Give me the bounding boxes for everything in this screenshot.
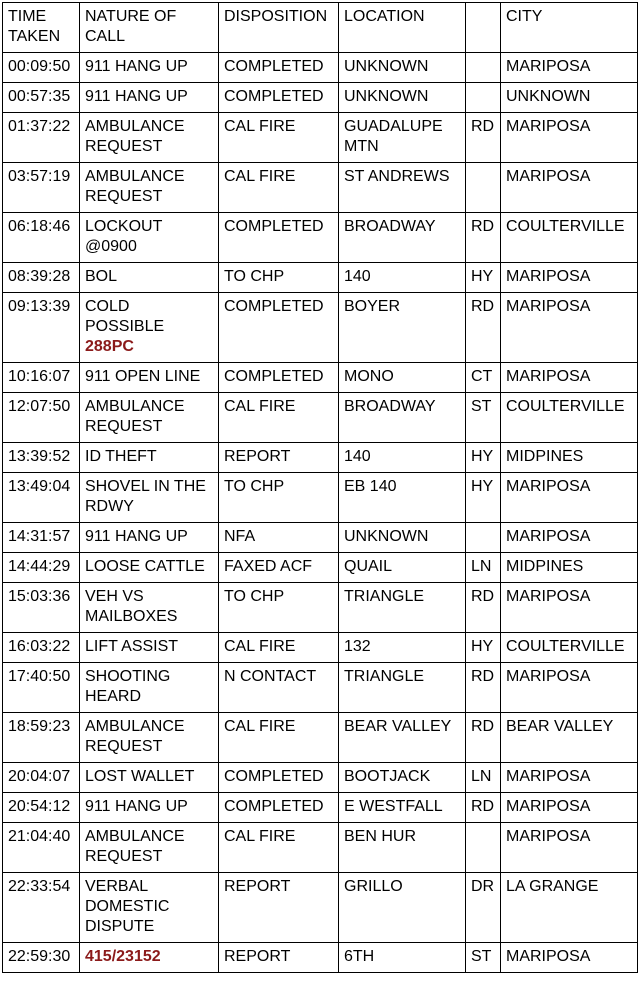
cell-city: MARIPOSA bbox=[501, 163, 638, 213]
nature-text: VEH VS MAILBOXES bbox=[85, 588, 178, 625]
cell-city: MARIPOSA bbox=[501, 113, 638, 163]
cell-city: MARIPOSA bbox=[501, 473, 638, 523]
table-row bbox=[3, 663, 638, 713]
cell-time: 06:18:46 bbox=[3, 213, 80, 263]
cell-type: ST bbox=[466, 393, 501, 443]
cell-nature bbox=[80, 393, 219, 443]
table-row bbox=[3, 443, 638, 473]
cell-type bbox=[466, 823, 501, 873]
table-row bbox=[3, 713, 638, 763]
table-row bbox=[3, 293, 638, 363]
cell-city: MARIPOSA bbox=[501, 523, 638, 553]
cell-disposition: REPORT bbox=[219, 873, 339, 943]
table-row bbox=[3, 583, 638, 633]
call-log-table bbox=[2, 2, 638, 973]
cell-type bbox=[466, 163, 501, 213]
cell-nature bbox=[80, 163, 219, 213]
cell-disposition: N CONTACT bbox=[219, 663, 339, 713]
table-row bbox=[3, 763, 638, 793]
cell-nature bbox=[80, 263, 219, 293]
penal-code: 288PC bbox=[85, 338, 134, 355]
table-row bbox=[3, 873, 638, 943]
nature-text: 911 OPEN LINE bbox=[85, 368, 201, 385]
cell-time: 13:39:52 bbox=[3, 443, 80, 473]
cell-disposition: COMPLETED bbox=[219, 793, 339, 823]
cell-nature bbox=[80, 293, 219, 363]
call-log-body bbox=[3, 3, 638, 973]
cell-disposition: TO CHP bbox=[219, 583, 339, 633]
cell-nature bbox=[80, 553, 219, 583]
cell-disposition: COMPLETED bbox=[219, 763, 339, 793]
nature-text: LOCKOUT @0900 bbox=[85, 218, 163, 255]
cell-city: LA GRANGE bbox=[501, 873, 638, 943]
cell-time: 20:54:12 bbox=[3, 793, 80, 823]
cell-type bbox=[466, 83, 501, 113]
cell-time: 22:33:54 bbox=[3, 873, 80, 943]
cell-type: RD bbox=[466, 793, 501, 823]
header-type bbox=[466, 3, 501, 53]
nature-text: SHOOTING HEARD bbox=[85, 668, 171, 705]
cell-city: UNKNOWN bbox=[501, 83, 638, 113]
table-row bbox=[3, 823, 638, 873]
cell-type: CT bbox=[466, 363, 501, 393]
nature-text: LIFT ASSIST bbox=[85, 638, 179, 655]
table-row bbox=[3, 793, 638, 823]
cell-type bbox=[466, 523, 501, 553]
cell-disposition: COMPLETED bbox=[219, 83, 339, 113]
cell-nature bbox=[80, 213, 219, 263]
cell-city: MARIPOSA bbox=[501, 763, 638, 793]
cell-nature bbox=[80, 113, 219, 163]
cell-nature bbox=[80, 473, 219, 523]
cell-nature bbox=[80, 793, 219, 823]
cell-type: RD bbox=[466, 663, 501, 713]
cell-location: TRIANGLE bbox=[339, 663, 466, 713]
cell-nature bbox=[80, 363, 219, 393]
table-row bbox=[3, 473, 638, 523]
cell-nature bbox=[80, 83, 219, 113]
cell-time: 17:40:50 bbox=[3, 663, 80, 713]
cell-time: 00:57:35 bbox=[3, 83, 80, 113]
cell-disposition: REPORT bbox=[219, 943, 339, 973]
cell-type: HY bbox=[466, 633, 501, 663]
cell-time: 09:13:39 bbox=[3, 293, 80, 363]
cell-type: RD bbox=[466, 293, 501, 363]
cell-nature bbox=[80, 713, 219, 763]
cell-nature bbox=[80, 583, 219, 633]
table-row bbox=[3, 393, 638, 443]
cell-type: HY bbox=[466, 443, 501, 473]
header-row bbox=[3, 3, 638, 53]
nature-text: AMBULANCE REQUEST bbox=[85, 398, 185, 435]
cell-time: 21:04:40 bbox=[3, 823, 80, 873]
cell-nature bbox=[80, 523, 219, 553]
cell-location: 140 bbox=[339, 263, 466, 293]
cell-type: HY bbox=[466, 473, 501, 523]
cell-city: MARIPOSA bbox=[501, 943, 638, 973]
cell-nature bbox=[80, 663, 219, 713]
cell-nature bbox=[80, 443, 219, 473]
cell-disposition: COMPLETED bbox=[219, 213, 339, 263]
cell-city: MARIPOSA bbox=[501, 823, 638, 873]
table-row bbox=[3, 83, 638, 113]
header-location: LOCATION bbox=[339, 3, 466, 53]
cell-disposition: FAXED ACF bbox=[219, 553, 339, 583]
cell-location: MONO bbox=[339, 363, 466, 393]
cell-disposition: CAL FIRE bbox=[219, 393, 339, 443]
cell-location: UNKNOWN bbox=[339, 83, 466, 113]
cell-time: 20:04:07 bbox=[3, 763, 80, 793]
table-row bbox=[3, 113, 638, 163]
header-disposition: DISPOSITION bbox=[219, 3, 339, 53]
cell-city: COULTERVILLE bbox=[501, 633, 638, 663]
cell-nature bbox=[80, 633, 219, 663]
cell-nature bbox=[80, 873, 219, 943]
cell-time: 22:59:30 bbox=[3, 943, 80, 973]
cell-time: 14:44:29 bbox=[3, 553, 80, 583]
cell-time: 10:16:07 bbox=[3, 363, 80, 393]
nature-text: SHOVEL IN THE RDWY bbox=[85, 478, 206, 515]
cell-location: UNKNOWN bbox=[339, 53, 466, 83]
cell-disposition: CAL FIRE bbox=[219, 633, 339, 663]
nature-text: LOST WALLET bbox=[85, 768, 195, 785]
cell-type: LN bbox=[466, 763, 501, 793]
nature-text: ID THEFT bbox=[85, 448, 157, 465]
cell-city: MARIPOSA bbox=[501, 363, 638, 393]
cell-type bbox=[466, 53, 501, 83]
cell-time: 08:39:28 bbox=[3, 263, 80, 293]
penal-code: 415/23152 bbox=[85, 948, 161, 965]
header-nature: NATURE OF CALL bbox=[80, 3, 219, 53]
table-row bbox=[3, 553, 638, 583]
cell-time: 13:49:04 bbox=[3, 473, 80, 523]
cell-city: MARIPOSA bbox=[501, 293, 638, 363]
table-row bbox=[3, 633, 638, 663]
cell-disposition: CAL FIRE bbox=[219, 163, 339, 213]
cell-type: RD bbox=[466, 113, 501, 163]
cell-disposition: REPORT bbox=[219, 443, 339, 473]
cell-type: RD bbox=[466, 713, 501, 763]
cell-disposition: COMPLETED bbox=[219, 363, 339, 393]
cell-type: ST bbox=[466, 943, 501, 973]
cell-disposition: COMPLETED bbox=[219, 293, 339, 363]
cell-city: MARIPOSA bbox=[501, 583, 638, 633]
cell-location: 6TH bbox=[339, 943, 466, 973]
cell-time: 15:03:36 bbox=[3, 583, 80, 633]
header-time: TIME TAKEN bbox=[3, 3, 80, 53]
cell-disposition: CAL FIRE bbox=[219, 823, 339, 873]
nature-text: AMBULANCE REQUEST bbox=[85, 168, 185, 205]
cell-city: COULTERVILLE bbox=[501, 213, 638, 263]
cell-disposition: TO CHP bbox=[219, 263, 339, 293]
cell-type: RD bbox=[466, 583, 501, 633]
cell-nature bbox=[80, 53, 219, 83]
cell-location: E WESTFALL bbox=[339, 793, 466, 823]
cell-time: 14:31:57 bbox=[3, 523, 80, 553]
cell-disposition: CAL FIRE bbox=[219, 113, 339, 163]
nature-text: LOOSE CATTLE bbox=[85, 558, 205, 575]
cell-time: 12:07:50 bbox=[3, 393, 80, 443]
cell-nature bbox=[80, 763, 219, 793]
nature-text: COLD POSSIBLE bbox=[85, 298, 165, 335]
cell-time: 01:37:22 bbox=[3, 113, 80, 163]
cell-time: 16:03:22 bbox=[3, 633, 80, 663]
table-row bbox=[3, 943, 638, 973]
cell-type: DR bbox=[466, 873, 501, 943]
cell-city: MARIPOSA bbox=[501, 793, 638, 823]
cell-location: TRIANGLE bbox=[339, 583, 466, 633]
cell-location: ST ANDREWS bbox=[339, 163, 466, 213]
nature-text: 911 HANG UP bbox=[85, 58, 188, 75]
cell-type: RD bbox=[466, 213, 501, 263]
cell-location: GRILLO bbox=[339, 873, 466, 943]
nature-text: AMBULANCE REQUEST bbox=[85, 828, 185, 865]
nature-text: 911 HANG UP bbox=[85, 798, 188, 815]
cell-time: 03:57:19 bbox=[3, 163, 80, 213]
nature-text: AMBULANCE REQUEST bbox=[85, 718, 185, 755]
nature-text: BOL bbox=[85, 268, 118, 285]
cell-location: BOYER bbox=[339, 293, 466, 363]
cell-disposition: COMPLETED bbox=[219, 53, 339, 83]
nature-text: 911 HANG UP bbox=[85, 528, 188, 545]
cell-location: BROADWAY bbox=[339, 213, 466, 263]
cell-location: 140 bbox=[339, 443, 466, 473]
table-row bbox=[3, 163, 638, 213]
cell-type: HY bbox=[466, 263, 501, 293]
cell-type: LN bbox=[466, 553, 501, 583]
cell-nature bbox=[80, 823, 219, 873]
table-row bbox=[3, 523, 638, 553]
cell-disposition: CAL FIRE bbox=[219, 713, 339, 763]
cell-city: MARIPOSA bbox=[501, 263, 638, 293]
cell-disposition: TO CHP bbox=[219, 473, 339, 523]
header-city: CITY bbox=[501, 3, 638, 53]
cell-location: EB 140 bbox=[339, 473, 466, 523]
cell-location: QUAIL bbox=[339, 553, 466, 583]
cell-location: BEN HUR bbox=[339, 823, 466, 873]
table-row bbox=[3, 363, 638, 393]
cell-city: MARIPOSA bbox=[501, 53, 638, 83]
cell-location: GUADALUPE MTN bbox=[339, 113, 466, 163]
cell-location: 132 bbox=[339, 633, 466, 663]
cell-location: UNKNOWN bbox=[339, 523, 466, 553]
cell-time: 18:59:23 bbox=[3, 713, 80, 763]
cell-city: MIDPINES bbox=[501, 553, 638, 583]
cell-city: BEAR VALLEY bbox=[501, 713, 638, 763]
table-row bbox=[3, 213, 638, 263]
table-row bbox=[3, 263, 638, 293]
cell-location: BOOTJACK bbox=[339, 763, 466, 793]
cell-location: BEAR VALLEY bbox=[339, 713, 466, 763]
cell-city: MARIPOSA bbox=[501, 663, 638, 713]
nature-text: 911 HANG UP bbox=[85, 88, 188, 105]
table-row bbox=[3, 53, 638, 83]
cell-time: 00:09:50 bbox=[3, 53, 80, 83]
cell-city: MIDPINES bbox=[501, 443, 638, 473]
nature-text: AMBULANCE REQUEST bbox=[85, 118, 185, 155]
cell-nature bbox=[80, 943, 219, 973]
cell-disposition: NFA bbox=[219, 523, 339, 553]
nature-text: VERBAL DOMESTIC DISPUTE bbox=[85, 878, 170, 935]
cell-city: COULTERVILLE bbox=[501, 393, 638, 443]
cell-location: BROADWAY bbox=[339, 393, 466, 443]
